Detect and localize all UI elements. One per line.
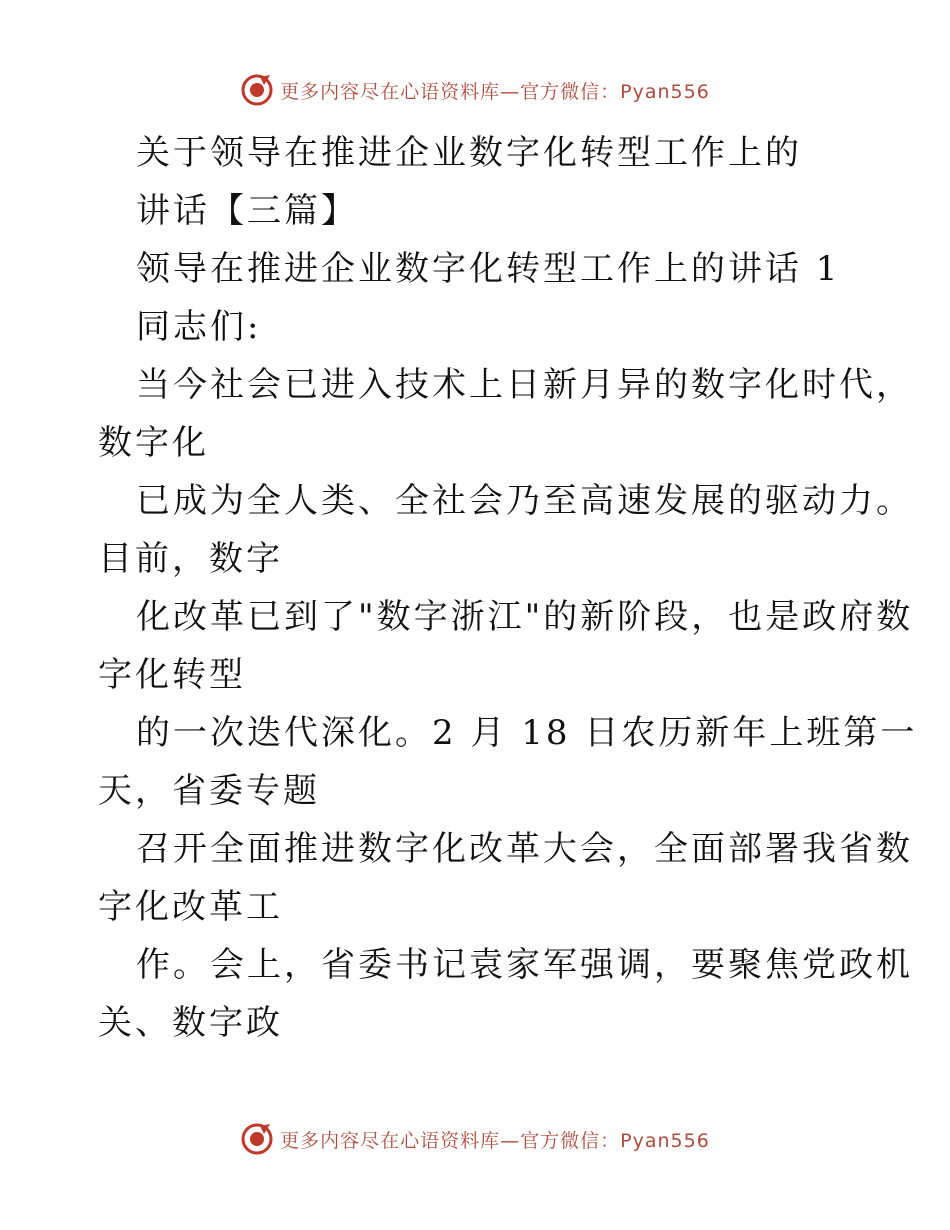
text-line: 同志们: [136, 307, 262, 347]
text-line: 领导在推进企业数字化转型工作上的讲话 1 [136, 249, 841, 289]
text-line: 召开全面推进数字化改革大会，全面部署我省数 [136, 829, 913, 869]
footer-banner [0, 1122, 950, 1156]
text-line: 当今社会已进入技术上日新月异的数字化时代， [136, 365, 913, 405]
document-body [98, 124, 918, 1052]
logo-icon [240, 73, 274, 107]
text-line: 字化转型 [98, 655, 246, 695]
text-line: 数字化 [98, 423, 209, 463]
text-line: 目前，数字 [98, 539, 283, 579]
text-line: 关、数字政 [98, 1003, 283, 1043]
text-line: 作。会上，省委书记袁家军强调，要聚焦党政机 [136, 945, 913, 985]
text-line: 讲话【三篇】 [136, 191, 358, 231]
text-line: 化改革已到了"数字浙江"的新阶段，也是政府数 [136, 597, 914, 637]
text-line: 关于领导在推进企业数字化转型工作上的 [136, 133, 802, 173]
text-line: 已成为全人类、全社会乃至高速发展的驱动力。 [136, 481, 913, 521]
header-banner [0, 73, 950, 107]
logo-icon [240, 1122, 274, 1156]
footer-banner-text: 更多内容尽在心语资料库—官方微信：Pyan556 [280, 1129, 710, 1152]
text-line: 字化改革工 [98, 887, 283, 927]
text-line: 天，省委专题 [98, 771, 320, 811]
header-banner-text: 更多内容尽在心语资料库—官方微信：Pyan556 [280, 80, 710, 103]
text-line: 的一次迭代深化。2 月 18 日农历新年上班第一 [136, 713, 918, 753]
